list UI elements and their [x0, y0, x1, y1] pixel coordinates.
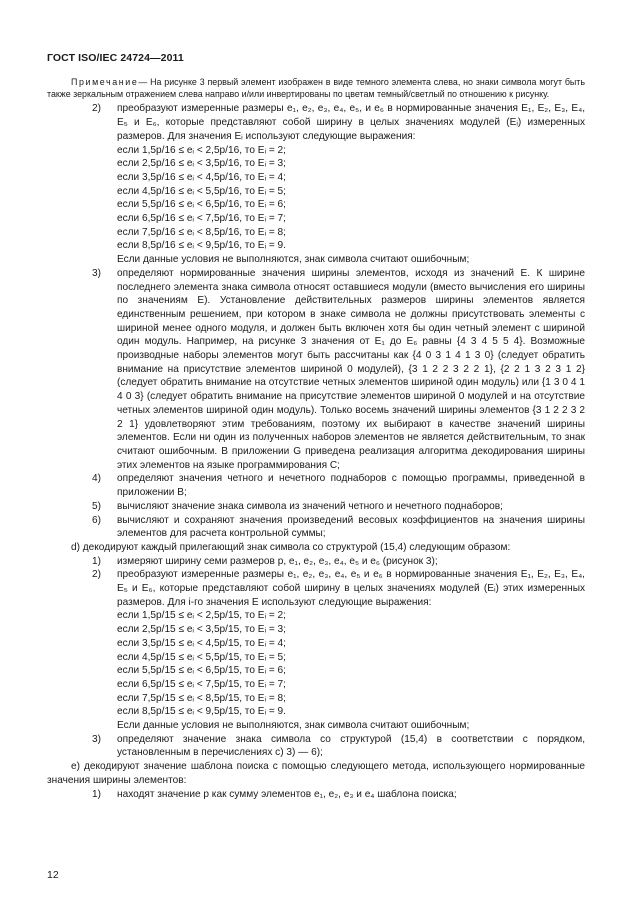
section-d-heading: d) декодируют каждый прилегающий знак символа со структурой (15,4) следующим образом: — [71, 541, 511, 553]
item-number: 2) — [92, 569, 101, 581]
item-text: вычисляют и сохраняют значения произведений весовых коэффициентов на значения ширины элементов для расчета контрольной суммы; — [117, 514, 585, 540]
error-note-d2: Если данные условия не выполняются, знак символа считают ошибочным; — [117, 720, 470, 732]
condition-line: если 2,5p/16 ≤ eᵢ < 3,5p/16, то Eᵢ = 3; — [117, 158, 286, 170]
condition-line: если 8,5p/15 ≤ eᵢ < 9,5p/15, то Eᵢ = 9. — [117, 706, 286, 718]
condition-line: если 3,5p/16 ≤ eᵢ < 4,5p/16, то Eᵢ = 4; — [117, 171, 286, 183]
condition-line: если 1,5p/16 ≤ eᵢ < 2,5p/16, то Eᵢ = 2; — [117, 144, 286, 156]
page-body — [47, 76, 585, 801]
condition-line: если 4,5p/16 ≤ eᵢ < 5,5p/16, то Eᵢ = 5; — [117, 185, 286, 197]
item-text: находят значение p как сумму элементов e₁, e₂, e₃ и e₄ шаблона поиска; — [117, 788, 457, 800]
item-text: определяют значение знака символа со структурой (15,4) в соответствии с порядком, установленным в перечислениях c) 3) — 6); — [117, 733, 585, 759]
condition-line: если 7,5p/16 ≤ eᵢ < 8,5p/16, то Eᵢ = 8; — [117, 226, 286, 238]
condition-line: если 5,5p/15 ≤ eᵢ < 6,5p/15, то Eᵢ = 6; — [117, 665, 286, 677]
item-text: определяют нормированные значения ширины элементов, исходя из значений E. К ширине последнего элемента знака символа относят оставшиеся модули (вместо вычисления его ширины по значениям E). Установление действительных размеров ширины элементов является единственным решением, при котором в знаке символа не должны присутствовать элементы с шириной менее одного модуля, и должен быть включен хотя бы один четный элемент с шириной один модуль. Например, на рисунке 3 значения от E₁ до E₆ равны {4 3 4 5 5 4}. Возможные производные наборы элементов могут быть рассчитаны как {4 0 3 1 4 1 3 0} (следует обратить внимание на присутствие элементов шириной 0 модулей), {3 1 2 2 3 2 2 1}, {2 2 1 3 2 3 1 2} (следует обратить внимание на отсутствие четных элементов шириной один модуль) или {1 3 0 4 1 4 0 3} (следует обратить внимание на присутствие элементов шириной 0 модулей и на отсутствие четных элементов шириной один модуль). Только восемь значений ширины элементов {3 1 2 2 3 2 2 1} удовлетворяют этим требованиям, поэтому их выбирают в качестве значений ширины элементов. Если ни один из полученных наборов элементов не является действительным, то знак считают ошибочным. В приложении G приведена реализация алгоритма декодирования ширины этих элементов на языке программирования C; — [117, 267, 585, 471]
note-text: — На рисунке 3 первый элемент изображен в виде темного элемента слева, но знаки символа могут быть также зеркальным отражением слева направо и/или инвертированы по цветам темный/светлый по отношению к рисунку. — [47, 77, 585, 100]
item-number: 4) — [92, 473, 101, 485]
condition-line: если 7,5p/15 ≤ eᵢ < 8,5p/15, то Eᵢ = 8; — [117, 692, 286, 704]
item-text: измеряют ширину семи размеров p, e₁, e₂, e₃, e₄, e₅ и e₆ (рисунок 3); — [117, 555, 438, 567]
condition-line: если 6,5p/15 ≤ eᵢ < 7,5p/15, то Eᵢ = 7; — [117, 678, 286, 690]
note-paragraph — [47, 76, 585, 100]
list-item-c5 — [92, 500, 585, 514]
list-item-e1 — [92, 788, 585, 802]
condition-line: если 2,5p/15 ≤ eᵢ < 3,5p/15, то Eᵢ = 3; — [117, 624, 286, 636]
item-text: вычисляют значение знака символа из значений четного и нечетного поднаборов; — [117, 500, 503, 512]
list-item-d1 — [92, 555, 585, 569]
item-number: 1) — [92, 788, 101, 800]
list-item-c6 — [92, 514, 585, 541]
note-lead: Примечание — [71, 77, 139, 87]
section-e-heading: e) декодируют значение шаблона поиска с помощью следующего метода, использующего нормированные значения ширины элементов: — [47, 761, 585, 786]
list-item-d2 — [92, 568, 585, 609]
item-number: 3) — [92, 733, 101, 745]
condition-line: если 3,5p/15 ≤ eᵢ < 4,5p/15, то Eᵢ = 4; — [117, 637, 286, 649]
condition-line: если 1,5p/15 ≤ eᵢ < 2,5p/15, то Eᵢ = 2; — [117, 610, 286, 622]
item-number: 5) — [92, 500, 101, 512]
list-item-c2 — [92, 102, 585, 143]
item-text: преобразуют измеренные размеры e₁, e₂, e₃, e₄, e₅, и e₆ в нормированные значения E₁, E₂, E₃, E₄, E₅ и E₆, которые представляют собой ширину в целых значениях модулей (Eᵢ) измеренных размеров. Для значения Eᵢ используют следующие выражения: — [117, 103, 585, 142]
item-number: 2) — [92, 103, 101, 115]
list-item-c3 — [92, 267, 585, 473]
condition-list-c2 — [47, 144, 585, 254]
list-item-c4 — [92, 472, 585, 499]
page-number: 12 — [47, 869, 59, 881]
item-text: преобразуют измеренные размеры e₁, e₂, e₃, e₄, e₅ и e₆ в нормированные значения E₁, E₂, E₃, E₄, E₅ и E₆, которые представляют собой ширину в целых значениях модулей (Eᵢ) этих измеренных размеров. Для i-го значения E используют следующие выражения: — [117, 569, 585, 608]
condition-line: если 8,5p/16 ≤ eᵢ < 9,5p/16, то Eᵢ = 9. — [117, 240, 286, 252]
condition-list-d2 — [47, 609, 585, 719]
item-number: 6) — [92, 514, 101, 526]
list-item-d3 — [92, 733, 585, 760]
error-note-c2: Если данные условия не выполняются, знак символа считают ошибочным; — [117, 254, 470, 266]
item-text: определяют значения четного и нечетного поднаборов с помощью программы, приведенной в приложении B; — [117, 473, 585, 499]
item-number: 1) — [92, 555, 101, 567]
condition-line: если 4,5p/15 ≤ eᵢ < 5,5p/15, то Eᵢ = 5; — [117, 651, 286, 663]
document-header: ГОСТ ISO/IEC 24724—2011 — [47, 52, 184, 64]
condition-line: если 5,5p/16 ≤ eᵢ < 6,5p/16, то Eᵢ = 6; — [117, 199, 286, 211]
condition-line: если 6,5p/16 ≤ eᵢ < 7,5p/16, то Eᵢ = 7; — [117, 213, 286, 225]
item-number: 3) — [92, 267, 101, 279]
